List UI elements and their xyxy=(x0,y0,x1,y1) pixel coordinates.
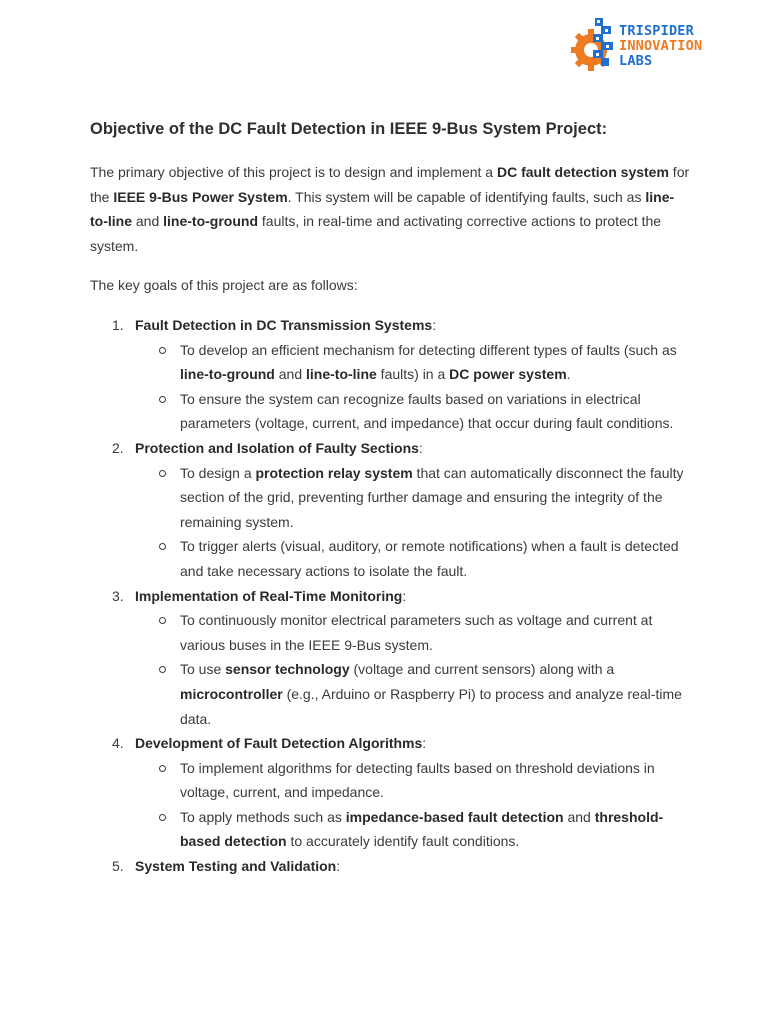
goal-number: 2. xyxy=(112,439,124,456)
goal-item xyxy=(90,854,690,879)
goal-item xyxy=(90,436,690,584)
subitem-bold: microcontroller xyxy=(180,685,283,702)
subitem-text: To continuously monitor electrical parameters such as voltage and current at various buses in the IEEE 9-Bus system. xyxy=(180,612,653,653)
subitem-bold: threshold-based detection xyxy=(180,808,664,850)
subitem-bold: DC power system xyxy=(449,366,567,383)
goal-subitem xyxy=(135,608,690,657)
goal-number: 5. xyxy=(112,858,124,875)
goal-subitem xyxy=(135,461,690,535)
hollow-bullet-icon xyxy=(159,543,166,550)
subitem-text: To use xyxy=(180,661,226,678)
subitem-bold: impedance-based fault detection xyxy=(345,808,564,825)
subitem-text: To design a xyxy=(180,464,256,481)
company-logo xyxy=(571,18,702,74)
goal-title-colon: : xyxy=(402,587,407,604)
goal-subitem xyxy=(135,756,690,805)
logo-line-3: LABS xyxy=(619,52,653,69)
goal-number: 1. xyxy=(112,317,124,333)
subitem-text: To ensure the system can recognize faults based on variations in electrical parameters (voltage, current, and impedance) that occur during fault conditions. xyxy=(180,390,674,432)
goal-title-colon: : xyxy=(418,439,423,456)
goal-title-colon: : xyxy=(432,317,437,333)
goal-item xyxy=(90,313,690,436)
hollow-bullet-icon xyxy=(159,470,166,477)
goal-sublist xyxy=(135,756,690,854)
goal-number: 3. xyxy=(112,587,124,604)
hollow-bullet-icon xyxy=(159,666,166,673)
goal-title: Protection and Isolation of Faulty Sections xyxy=(135,439,419,456)
subitem-bold: line-to-line xyxy=(306,366,377,383)
hollow-bullet-icon xyxy=(159,814,166,821)
subitem-text: and xyxy=(274,366,307,383)
goal-title-colon: : xyxy=(422,735,427,752)
goal-title: System Testing and Validation xyxy=(135,858,337,875)
intro-bold: DC fault detection system xyxy=(496,164,669,180)
goal-subitem xyxy=(135,338,690,387)
subitem-text: that can automatically disconnect the faulty section of the grid, preventing further damage and ensuring the integrity of the remaining system. xyxy=(180,464,684,530)
subitem-text: faults) in a xyxy=(376,366,450,383)
intro-text: The primary objective of this project is to design and implement a xyxy=(90,164,497,180)
goal-sublist xyxy=(135,338,690,436)
subitem-text: To implement algorithms for detecting faults based on threshold deviations in voltage, current, and impedance. xyxy=(180,759,655,801)
goal-item xyxy=(90,731,690,854)
subitem-bold: protection relay system xyxy=(255,464,413,481)
document-body xyxy=(90,118,690,875)
subitem-text: . xyxy=(566,366,571,383)
logo-line-2: INNOVATION xyxy=(619,37,703,54)
intro-text: faults, in real-time and activating corrective actions to protect the system. xyxy=(90,213,662,254)
subitem-text: To trigger alerts (visual, auditory, or remote notifications) when a fault is detected and take necessary actions to isolate the fault. xyxy=(180,538,679,579)
goal-title: Implementation of Real-Time Monitoring xyxy=(135,587,403,604)
logo-text xyxy=(619,24,702,69)
subitem-text: To develop an efficient mechanism for detecting different types of faults (such as xyxy=(180,341,677,358)
intro-bold: line-to-ground xyxy=(163,213,259,230)
subitem-text: and xyxy=(563,808,595,825)
goal-sublist xyxy=(135,461,690,584)
goal-title-colon: : xyxy=(336,858,341,875)
hollow-bullet-icon xyxy=(159,396,166,403)
subitem-bold: line-to-ground xyxy=(180,366,275,383)
intro-bold: line-to-line xyxy=(90,188,675,230)
subitem-text: (voltage and current sensors) along with a xyxy=(349,661,615,678)
goals-list xyxy=(90,313,690,879)
goal-subitem xyxy=(135,534,690,583)
gear-logo-icon xyxy=(571,18,619,74)
subitem-bold: sensor technology xyxy=(225,661,350,678)
hollow-bullet-icon xyxy=(159,347,166,354)
intro-paragraph xyxy=(90,160,690,258)
intro-text: and xyxy=(132,213,164,230)
intro-bold: IEEE 9-Bus Power System xyxy=(113,188,288,205)
hollow-bullet-icon xyxy=(159,617,166,624)
goal-number: 4. xyxy=(112,735,124,752)
intro-text: . This system will be capable of identifying faults, such as xyxy=(287,188,646,205)
goal-title: Fault Detection in DC Transmission Systems xyxy=(135,317,433,333)
subitem-text: (e.g., Arduino or Raspberry Pi) to process and analyze real-time data. xyxy=(180,685,682,727)
hollow-bullet-icon xyxy=(159,765,166,772)
subitem-text: to accurately identify fault conditions. xyxy=(286,833,520,850)
subitem-text: To apply methods such as xyxy=(180,808,346,825)
goal-item xyxy=(90,584,690,732)
intro-text: for the xyxy=(90,164,690,205)
goal-sublist xyxy=(135,608,690,731)
goal-subitem xyxy=(135,387,690,436)
goal-subitem xyxy=(135,657,690,731)
page-title: Objective of the DC Fault Detection in IEEE 9-Bus System Project: xyxy=(90,120,608,138)
goal-subitem xyxy=(135,805,690,854)
goal-title: Development of Fault Detection Algorithms xyxy=(135,735,423,752)
goals-intro: The key goals of this project are as follows: xyxy=(90,277,358,293)
logo-line-1: TRISPIDER xyxy=(619,22,694,39)
